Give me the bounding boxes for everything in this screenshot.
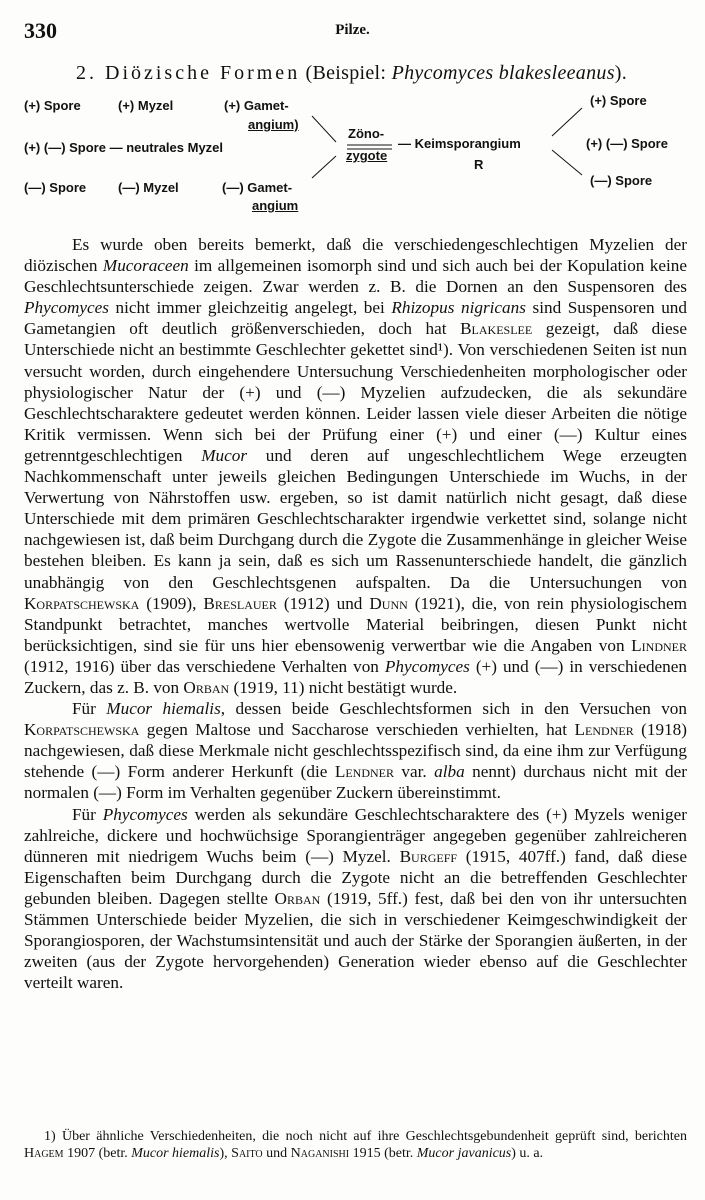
text-run: var. — [394, 762, 435, 782]
diagram-plus-gamet-2: angium) — [248, 117, 299, 132]
diagram-zoeno: Zöno- — [348, 126, 385, 141]
author-name: Korpatschewska — [24, 720, 140, 740]
author-name: Hagem — [24, 1146, 64, 1161]
section-title-prefix: (Beispiel: — [305, 62, 392, 84]
section-title-label: 2. Diözische Formen — [76, 62, 301, 84]
text-run: 1) Über ähnliche Verschiedenheiten, die noch nicht auf ihre Geschlechtsgebundenheit geprüft sind, berichten — [44, 1129, 687, 1144]
text-run: gezeigt, daß diese Unterschiede nicht an bestimmte Geschlechter gekettet sind¹). Von verschiedenen Seiten ist nun versucht worden, durch eingehendere Untersuchung Verschiedenheiten morphologischer oder physiologischer Natur der (+) und (—) Myzelien aufzudecken, die als sekundäre Geschlechtscharaktere gedeutet werden können. Leider lassen viele dieser Arbeiten die nötige Kritik vermissen. Wenn sich bei der Prüfung einer (+) und einer (—) Kultur eines getrenntgeschlechtigen — [24, 319, 687, 465]
author-name: Saito — [231, 1146, 263, 1161]
author-name: Breslauer — [203, 593, 277, 613]
diagram-connector-lines — [0, 0, 705, 240]
text-run: Für — [72, 804, 103, 824]
body-text — [24, 234, 687, 993]
diagram-out-mixed: (+) (—) Spore — [586, 136, 668, 151]
diagram-plus-myzel: (+) Myzel — [118, 98, 174, 113]
page-number: 330 — [24, 18, 57, 43]
text-run: , dessen beide Geschlechtsformen sich in den Versuchen von — [220, 699, 687, 719]
taxon-name: Phycomyces — [24, 298, 109, 318]
diagram-plus-gamet: (+) Gamet- — [224, 98, 289, 113]
taxon-name: alba — [434, 762, 465, 782]
text-run: nennt) durchaus nicht mit der normalen (—) Form im Verhalten gegenüber Zuckern übereinstimmt. — [24, 762, 687, 803]
author-name: Lindner — [631, 635, 687, 655]
text-run: (1915, 407ff.) fand, daß diese Eigenschaften beim Durchgang durch die Zygote nicht an die betreffenden Geschlechter gebunden bleiben. Dagegen stellte — [24, 846, 687, 908]
text-run: sind Suspensoren und Gametangien oft deutlich größenverschieden, doch hat — [24, 298, 687, 339]
author-name: Orban — [183, 677, 230, 697]
paragraph-2 — [24, 698, 687, 803]
life-cycle-diagram — [0, 0, 705, 240]
taxon-name: Phycomyces — [102, 804, 188, 824]
author-name: Dunn — [369, 593, 408, 613]
taxon-name: Mucor — [201, 445, 248, 465]
taxon-name: Mucor hiemalis — [131, 1146, 220, 1161]
taxon-name: Mucor javanicus — [416, 1146, 512, 1161]
taxon-name: Phycomyces — [384, 656, 470, 676]
running-head: Pilze. — [335, 22, 370, 38]
diagram-keimsporangium: — Keimsporangium — [398, 136, 521, 151]
author-name: Lendner — [574, 720, 634, 740]
author-name: Orban — [274, 888, 321, 908]
diagram-out-plus: (+) Spore — [590, 93, 647, 108]
diagram-minus-myzel: (—) Myzel — [118, 180, 179, 195]
author-name: Burgeff — [399, 846, 458, 866]
author-name: Korpatschewska — [24, 593, 140, 613]
text-run: (1912, 1916) über das verschiedene Verhalten von — [24, 656, 385, 676]
author-name: Naganishi — [290, 1146, 350, 1161]
taxon-name: Mucoraceen — [102, 256, 189, 276]
author-name: Blakeslee — [460, 319, 533, 339]
text-run: und deren auf ungeschlechtlichem Wege erzeugten Nachkommenschaft unter jeweils gleichen Bedingungen Unterschiede im Wuchs, in der Verwertung von Nährstoffen usw. ergeben, so ist damit natürlich nicht gesagt, daß diese Unterschiede mit dem primären Geschlechtscharakter irgendwie verkettet sind, solange nicht nachgewiesen ist, daß beim Durchgang durch die Zygote die Zusammenhänge in gleicher Weise bestehen bleiben. Es kann ja sein, daß es sich um Rassenunterschiede handelt, die gänzlich unabhängig von den Geschlechtsgenen aufspalten. Da die Untersuchungen von — [24, 445, 687, 592]
text-run: nicht immer gleichzeitig angelegt, bei — [108, 298, 392, 318]
diagram-minus-gamet: (—) Gamet- — [222, 180, 293, 195]
author-name: Lendner — [334, 762, 394, 782]
text-run: ) u. a. — [511, 1146, 544, 1161]
text-run: (1919, 5ff.) fest, daß bei den von ihr untersuchten Stämmen Unterschiede beider Myzelien, die sich in verschiedener Keimgeschwindigkeit der Sporangiosporen, der Wachstumsintensität und auch der Stärke der Sporangien äußerten, in der zweiten (aus der Zygote hervorgehenden) Generation wieder ebenso auf die Geschlechter verteilt waren. — [24, 888, 687, 993]
text-run: Es wurde oben bereits bemerkt, daß die verschiedengeschlechtigen Myzelien der diözischen — [24, 235, 687, 276]
text-run: Für — [72, 699, 107, 719]
taxon-name: Rhizopus nigricans — [391, 298, 526, 318]
text-run: (+) und (—) in verschiedenen Zuckern, das z. B. von — [24, 656, 687, 697]
paragraph-3 — [24, 804, 687, 994]
section-title-species: Phycomyces blakesleeanus — [391, 62, 615, 84]
text-run: ), — [219, 1146, 232, 1161]
section-title-suffix: ). — [614, 62, 628, 84]
text-run: (1921), die, von rein physiologischem Standpunkt betrachtet, manches wertvolle Material beibringen, diesen Punkt nicht berücksichtigen, sind sie für uns hier ebensowenig verwertbar wie die Angaben von — [24, 593, 688, 655]
text-run: (1909), — [139, 593, 204, 613]
text-run: 1907 (betr. — [63, 1146, 132, 1161]
diagram-mixed-spore: (+) (—) Spore — neutrales Myzel — [24, 140, 224, 155]
diagram-plus-spore: (+) Spore — [24, 98, 81, 113]
text-run: im allgemeinen isomorph sind und sich auch bei der Kopulation keine Geschlechtsunterschiede zeigen. Zwar werden z. B. die Dornen an den Suspensoren des — [24, 256, 687, 297]
diagram-minus-spore: (—) Spore — [24, 180, 87, 195]
text-run: und — [262, 1146, 291, 1161]
diagram-zygote: zygote — [346, 148, 388, 163]
diagram-out-minus: (—) Spore — [590, 173, 653, 188]
footnote — [24, 1128, 687, 1162]
text-run: (1919, 11) nicht bestätigt wurde. — [229, 677, 458, 697]
diagram-minus-gamet-2: angium — [252, 198, 299, 213]
text-run: (1912) und — [276, 593, 370, 613]
text-run: 1915 (betr. — [349, 1146, 417, 1161]
taxon-name: Mucor hiemalis — [106, 699, 221, 719]
diagram-r: R — [474, 157, 484, 172]
text-run: (1918) nachgewiesen, daß diese Merkmale nicht geschlechtsspezifisch sind, da eine ihm zur Verfügung stehende (—) Form anderer Herkunft (die — [24, 720, 687, 782]
paragraph-1 — [24, 234, 687, 698]
text-run: gegen Maltose und Saccharose verschieden verhielten, hat — [139, 720, 575, 740]
text-run: werden als sekundäre Geschlechtscharaktere des (+) Myzels weniger zahlreiche, dickere und hochwüchsige Sporangienträger angegeben gegenüber zahlreicheren dünneren mit niedrigem Wuchs beim (—) Myzel. — [24, 804, 687, 866]
